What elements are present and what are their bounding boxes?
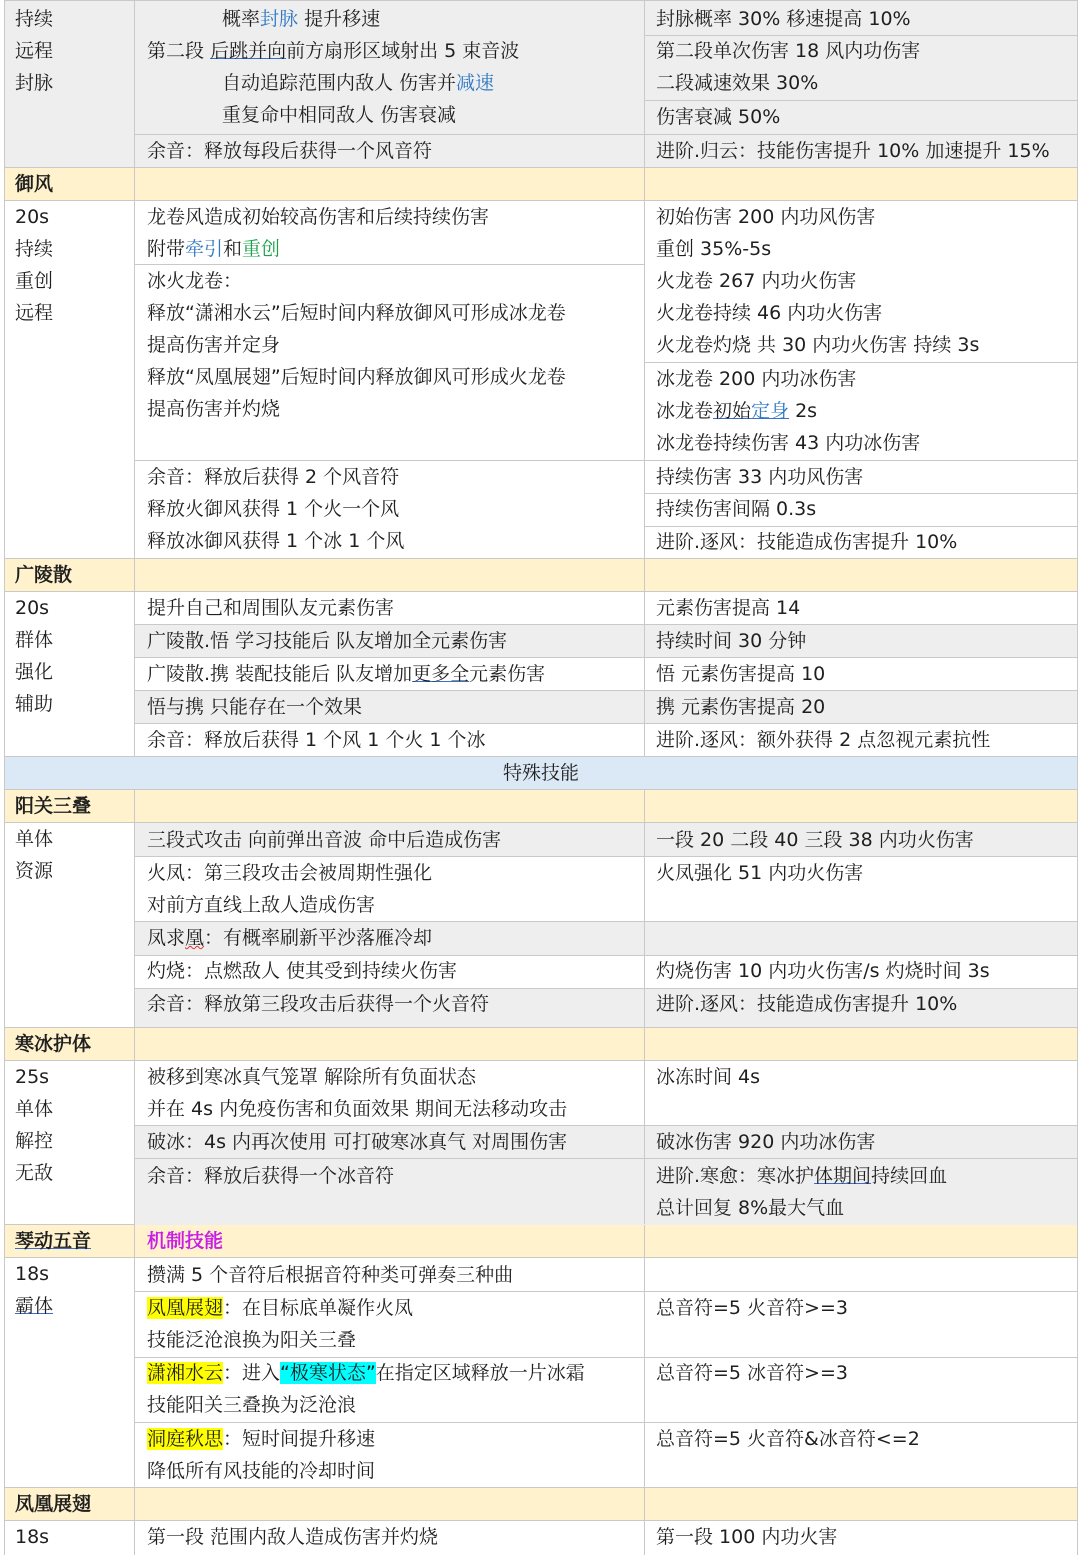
- guanglingsan-value: 元素伤害提高 14: [656, 597, 801, 619]
- yufeng-attr: 持续: [15, 238, 54, 260]
- skill-title: 广陵散: [15, 564, 73, 586]
- fengmai-block: [4, 0, 1078, 168]
- yufeng-icefire-line: 释放“凤凰展翅”后短时间内释放御风可形成火龙卷: [147, 366, 566, 388]
- fengmai-desc-line: 重复命中相同敌人 伤害衰减: [222, 104, 457, 126]
- hanbing-desc: 并在 4s 内免疫伤害和负面效果 期间无法移动攻击: [147, 1098, 568, 1120]
- skill-title: 御风: [15, 173, 54, 195]
- hanbing-value: 冰冻时间 4s: [656, 1066, 761, 1088]
- qindong-desc: 潇湘水云：进入“极寒状态”在指定区域释放一片冰霜: [147, 1362, 585, 1384]
- yufeng-value: 重创 35%-5s: [656, 238, 772, 260]
- yangguan-header: [4, 790, 1078, 823]
- qindong-desc: 降低所有风技能的冷却时间: [147, 1460, 376, 1482]
- hanbing-attr: 解控: [15, 1130, 54, 1152]
- yufeng-yuyin: 释放火御风获得 1 个火一个风: [147, 498, 400, 520]
- yangguan-desc: 凤求凰：有概率刷新平沙落雁冷却: [147, 927, 433, 949]
- yufeng-value: 持续伤害 33 内功风伤害: [656, 466, 864, 488]
- guanglingsan-attr: 群体: [15, 629, 54, 651]
- fengmai-advance: 进阶.归云：技能伤害提升 10% 加速提升 15%: [656, 140, 1050, 162]
- fengmai-value: 第二段单次伤害 18 风内功伤害: [656, 40, 921, 62]
- skill-title: 凤凰展翅: [15, 1493, 92, 1515]
- fenghuang-desc: 第一段 范围内敌人造成伤害并灼烧: [147, 1526, 439, 1548]
- yangguan-block: [4, 823, 1078, 1028]
- qindong-desc: 洞庭秋思：短时间提升移速: [147, 1428, 376, 1450]
- section-title: 特殊技能: [502, 762, 579, 784]
- yufeng-yuyin: 余音：释放后获得 2 个风音符: [147, 466, 400, 488]
- qindong-block: [4, 1258, 1078, 1488]
- fengmai-attr: 远程: [15, 40, 54, 62]
- skill-title: 琴动五音: [15, 1230, 92, 1252]
- guanglingsan-attr: 20s: [15, 597, 50, 619]
- hanbing-header: [4, 1028, 1078, 1061]
- qindong-value: 总音符=5 火音符>=3: [656, 1297, 848, 1319]
- yufeng-value: 冰龙卷初始定身 2s: [656, 400, 818, 422]
- hanbing-value: 破冰伤害 920 内功冰伤害: [656, 1131, 876, 1153]
- qindong-desc: 技能阳关三叠换为泛沧浪: [147, 1394, 357, 1416]
- guanglingsan-desc: 广陵散.携 装配技能后 队友增加更多全元素伤害: [147, 663, 546, 685]
- qindong-header: [4, 1225, 1078, 1258]
- guanglingsan-attr: 辅助: [15, 693, 54, 715]
- hanbing-attr: 25s: [15, 1066, 50, 1088]
- yufeng-value: 冰龙卷持续伤害 43 内功冰伤害: [656, 432, 921, 454]
- qindong-desc: 技能泛沧浪换为阳关三叠: [147, 1329, 357, 1351]
- fenghuang-value: 第一段 100 内功火害: [656, 1526, 838, 1548]
- yangguan-desc: 三段式攻击 向前弹出音波 命中后造成伤害: [147, 829, 502, 851]
- yangguan-advance: 进阶.逐风：技能造成伤害提升 10%: [656, 993, 958, 1015]
- yangguan-attr: 单体: [15, 828, 54, 850]
- yangguan-value: 火凤强化 51 内功火伤害: [656, 862, 864, 884]
- yufeng-attr: 远程: [15, 302, 54, 324]
- yufeng-icefire-line: 释放“潇湘水云”后短时间内释放御风可形成冰龙卷: [147, 302, 566, 324]
- qindong-attr: 18s: [15, 1263, 50, 1285]
- yufeng-icefire-line: 提高伤害并定身: [147, 334, 281, 356]
- hanbing-advance: 进阶.寒愈：寒冰护体期间持续回血: [656, 1165, 948, 1187]
- skill-title: 寒冰护体: [15, 1033, 92, 1055]
- fenghuang-header: [4, 1488, 1078, 1521]
- fengmai-desc-line: 第二段 后跳并向前方扇形区域射出 5 束音波: [147, 40, 520, 62]
- hanbing-attr: 无敌: [15, 1162, 54, 1184]
- fengmai-attr: 封脉: [15, 72, 54, 94]
- skill-title: 阳关三叠: [15, 795, 92, 817]
- yufeng-attr: 20s: [15, 206, 50, 228]
- guanglingsan-block: [4, 592, 1078, 757]
- qindong-value: 总音符=5 火音符&冰音符<=2: [656, 1428, 920, 1450]
- fengmai-value: 伤害衰减 50%: [656, 106, 781, 128]
- yangguan-yuyin: 余音：释放第三段攻击后获得一个火音符: [147, 993, 490, 1015]
- qindong-desc: 凤凰展翅：在目标底单凝作火凤: [147, 1297, 414, 1319]
- fengmai-value: 二段减速效果 30%: [656, 72, 819, 94]
- yangguan-value: 一段 20 二段 40 三段 38 内功火伤害: [656, 829, 974, 851]
- yufeng-value: 持续伤害间隔 0.3s: [656, 498, 817, 520]
- guanglingsan-value: 持续时间 30 分钟: [656, 630, 807, 652]
- yufeng-block: [4, 201, 1078, 559]
- guanglingsan-value: 悟 元素伤害提高 10: [656, 663, 826, 685]
- yangguan-attr: 资源: [15, 860, 54, 882]
- hanbing-attr: 单体: [15, 1098, 54, 1120]
- yufeng-value: 冰龙卷 200 内功冰伤害: [656, 368, 857, 390]
- fengmai-desc-line: 概率封脉 提升移速: [222, 8, 381, 30]
- fengmai-desc-line: 自动追踪范围内敌人 伤害并减速: [222, 72, 495, 94]
- yangguan-desc: 对前方直线上敌人造成伤害: [147, 894, 376, 916]
- yufeng-advance: 进阶.逐风：技能造成伤害提升 10%: [656, 531, 958, 553]
- guanglingsan-value: 携 元素伤害提高 20: [656, 696, 826, 718]
- fenghuang-attr: 18s: [15, 1526, 50, 1548]
- guanglingsan-desc: 悟与携 只能存在一个效果: [147, 696, 363, 718]
- yufeng-value: 火龙卷持续 46 内功火伤害: [656, 302, 883, 324]
- fengmai-value: 封脉概率 30% 移速提高 10%: [656, 8, 911, 30]
- section-banner: [4, 757, 1078, 790]
- yufeng-desc-line: 附带牵引和重创: [147, 238, 281, 260]
- yufeng-icefire-line: 提高伤害并灼烧: [147, 398, 281, 420]
- yufeng-desc-line: 龙卷风造成初始较高伤害和后续持续伤害: [147, 206, 490, 228]
- qindong-attr: 霸体: [15, 1295, 54, 1317]
- qindong-value: 总音符=5 冰音符>=3: [656, 1362, 848, 1384]
- hanbing-desc: 被移到寒冰真气笼罩 解除所有负面状态: [147, 1066, 477, 1088]
- hanbing-advance: 总计回复 8%最大气血: [656, 1197, 845, 1219]
- guanglingsan-advance: 进阶.逐风：额外获得 2 点忽视元素抗性: [656, 729, 991, 751]
- hanbing-desc: 破冰：4s 内再次使用 可打破寒冰真气 对周围伤害: [147, 1131, 568, 1153]
- guanglingsan-yuyin: 余音：释放后获得 1 个风 1 个火 1 个冰: [147, 729, 486, 751]
- yangguan-desc: 火凤：第三段攻击会被周期性强化: [147, 862, 433, 884]
- mechanic-tag: 机制技能: [147, 1230, 224, 1252]
- yufeng-value: 初始伤害 200 内功风伤害: [656, 206, 876, 228]
- yufeng-attr: 重创: [15, 270, 54, 292]
- yufeng-header: [4, 168, 1078, 201]
- yufeng-yuyin: 释放冰御风获得 1 个冰 1 个风: [147, 530, 405, 552]
- guanglingsan-desc: 广陵散.悟 学习技能后 队友增加全元素伤害: [147, 630, 508, 652]
- yangguan-desc: 灼烧：点燃敌人 使其受到持续火伤害: [147, 960, 458, 982]
- qindong-desc: 攒满 5 个音符后根据音符种类可弹奏三种曲: [147, 1264, 514, 1286]
- guanglingsan-attr: 强化: [15, 661, 54, 683]
- fengmai-yuyin: 余音：释放每段后获得一个风音符: [147, 140, 433, 162]
- guanglingsan-desc: 提升自己和周围队友元素伤害: [147, 597, 395, 619]
- yufeng-icefire-line: 冰火龙卷：: [147, 270, 243, 292]
- fengmai-attr: 持续: [15, 8, 54, 30]
- fenghuang-block: [4, 1521, 1078, 1555]
- yangguan-value: 灼烧伤害 10 内功火伤害/s 灼烧时间 3s: [656, 960, 990, 982]
- yufeng-value: 火龙卷灼烧 共 30 内功火伤害 持续 3s: [656, 334, 980, 356]
- hanbing-yuyin: 余音：释放后获得一个冰音符: [147, 1165, 395, 1187]
- hanbing-block: [4, 1061, 1078, 1225]
- guanglingsan-header: [4, 559, 1078, 592]
- yufeng-value: 火龙卷 267 内功火伤害: [656, 270, 857, 292]
